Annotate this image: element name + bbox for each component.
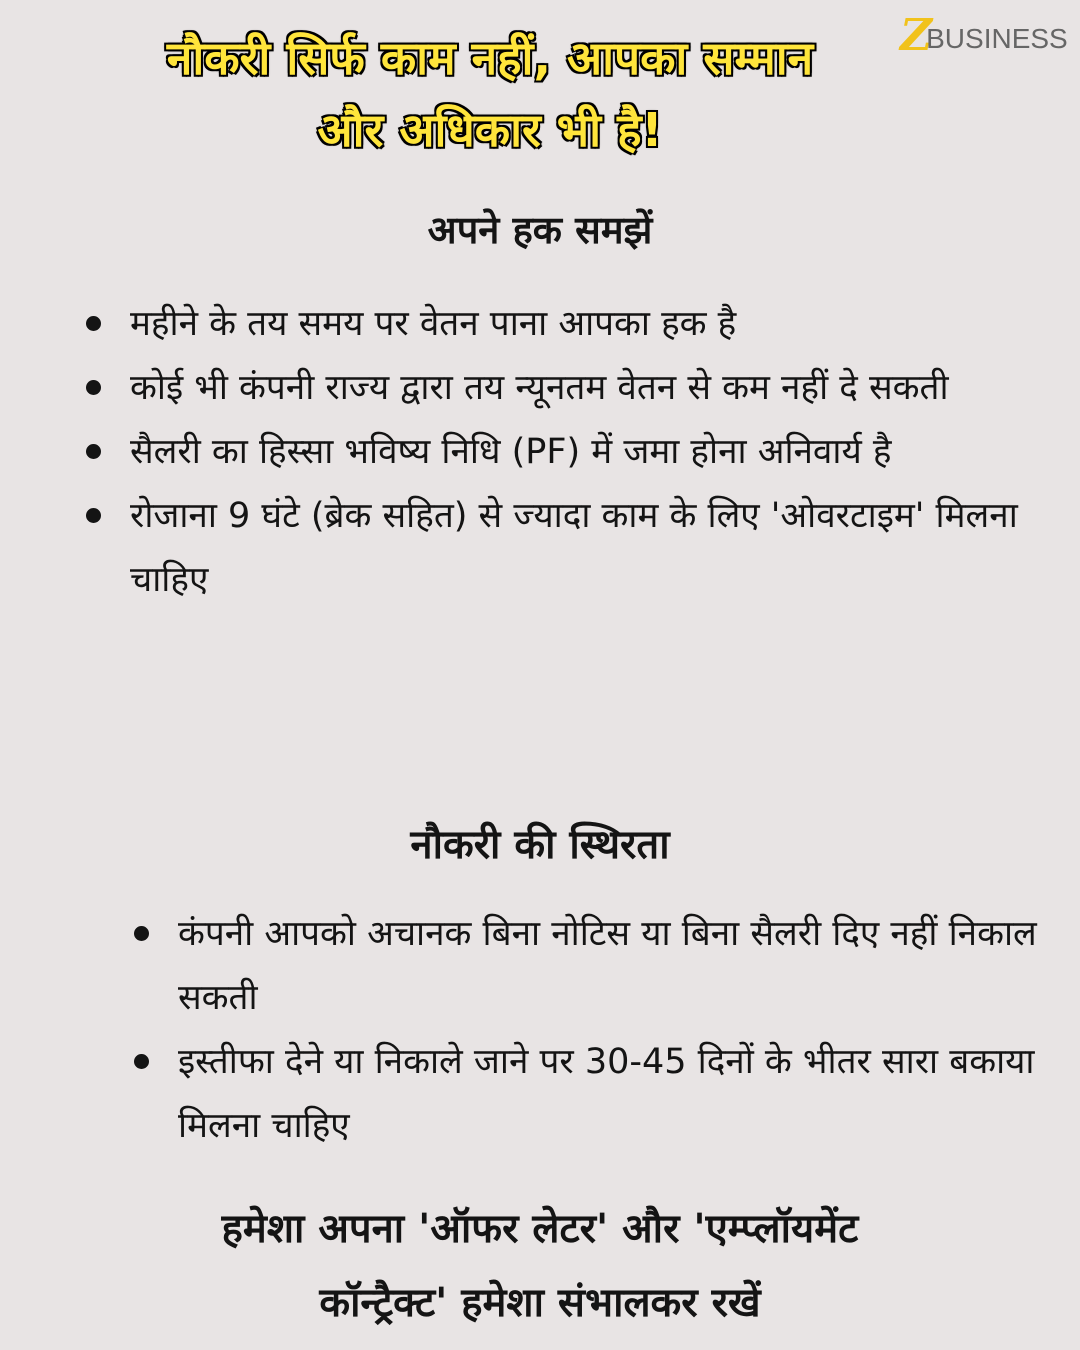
- list-item: [130, 902, 1070, 1030]
- zee-business-logo: [900, 10, 1068, 61]
- list-item: [82, 484, 1042, 612]
- bullet-text: रोजाना 9 घंटे (ब्रेक सहित) से ज्यादा काम के लिए 'ओवरटाइम' मिलना चाहिए: [130, 496, 1018, 600]
- bullet-text: महीने के तय समय पर वेतन पाना आपका हक है: [130, 304, 737, 344]
- headline-line-2: और अधिकार भी है!: [317, 103, 663, 157]
- logo-wordmark: BUSINESS: [926, 23, 1068, 54]
- bullet-dot-icon: [134, 926, 149, 941]
- bullet-dot-icon: [86, 508, 101, 523]
- logo-z-mark: Z: [900, 10, 933, 61]
- bullet-dot-icon: [86, 380, 101, 395]
- bullet-dot-icon: [86, 316, 101, 331]
- headline: [60, 22, 920, 166]
- section-title-job-stability: नौकरी की स्थिरता: [410, 822, 670, 868]
- stability-bullet-list: [130, 902, 1070, 1158]
- headline-line-1: नौकरी सिर्फ काम नहीं, आपका सम्मान: [166, 31, 814, 85]
- section-title-rights: अपने हक समझें: [427, 208, 653, 252]
- rights-bullet-list: [82, 292, 1042, 612]
- footer-line-1: हमेशा अपना 'ऑफर लेटर' और 'एम्प्लॉयमेंट: [221, 1206, 859, 1252]
- bullet-dot-icon: [134, 1054, 149, 1069]
- bullet-text: कंपनी आपको अचानक बिना नोटिस या बिना सैलरी दिए नहीं निकाल सकती: [178, 914, 1037, 1018]
- bullet-text: कोई भी कंपनी राज्य द्वारा तय न्यूनतम वेतन से कम नहीं दे सकती: [130, 368, 949, 408]
- list-item: [82, 356, 1042, 420]
- bullet-text: इस्तीफा देने या निकाले जाने पर 30-45 दिनों के भीतर सारा बकाया मिलना चाहिए: [178, 1042, 1035, 1146]
- list-item: [82, 420, 1042, 484]
- bullet-text: सैलरी का हिस्सा भविष्य निधि (PF) में जमा होना अनिवार्य है: [130, 432, 892, 472]
- list-item: [130, 1030, 1070, 1158]
- bullet-dot-icon: [86, 444, 101, 459]
- list-item: [82, 292, 1042, 356]
- footer-advice: [0, 1192, 1080, 1340]
- footer-line-2: कॉन्ट्रैक्ट' हमेशा संभालकर रखें: [319, 1280, 761, 1326]
